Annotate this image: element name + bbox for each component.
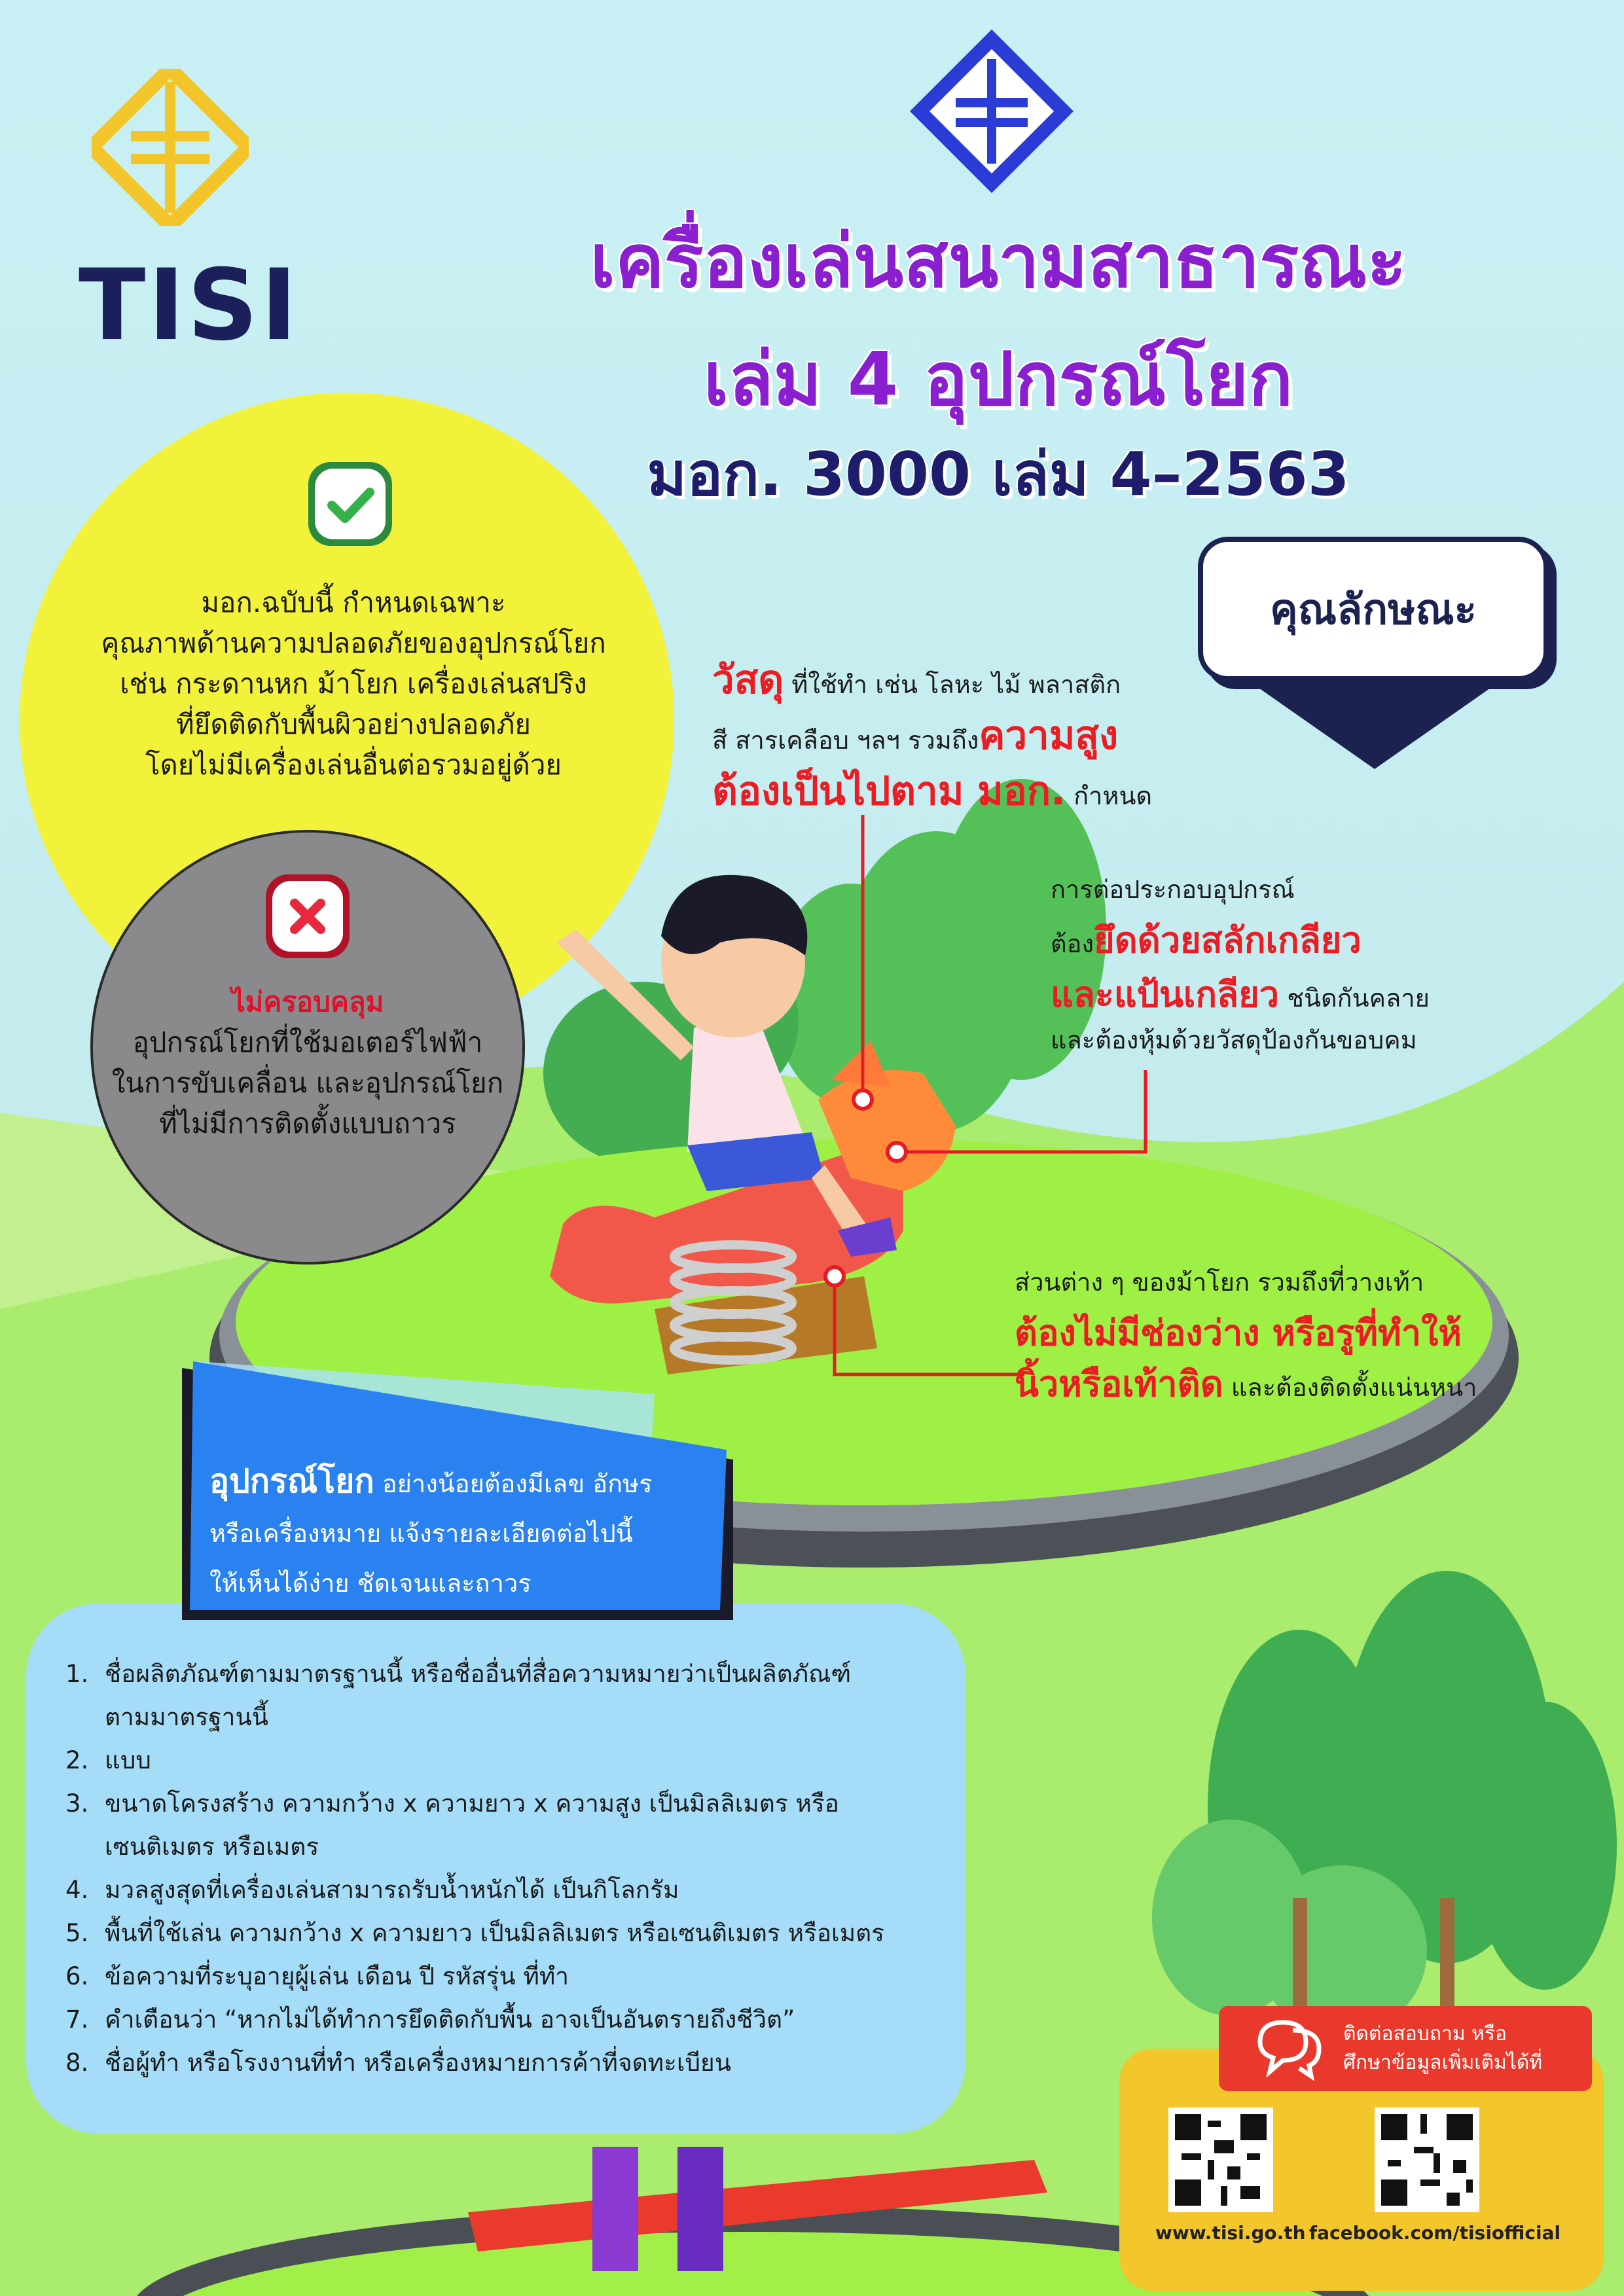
- marking-text: อย่างน้อยต้องมีเลข อักษร: [374, 1469, 653, 1498]
- scope-line: ที่ยึดติดกับพื้นผิวอย่างปลอดภัย: [176, 708, 531, 740]
- callout-assembly: [1051, 864, 1430, 1056]
- list-item: [65, 1869, 956, 1912]
- list-text: คำเตือนว่า “หากไม่ได้ทำการยึดติดกับพื้น อาจเป็นอันตรายถึงชีวิต”: [105, 2005, 795, 2034]
- tisi-logo-text: TISI: [79, 249, 300, 363]
- callout-highlight: ยึดด้วยสลักเกลียว: [1094, 920, 1362, 961]
- list-text: เซนติเมตร หรือเมตร: [105, 1833, 319, 1861]
- marking-text: หรือเครื่องหมาย แจ้งรายละเอียดต่อไปนี้: [209, 1519, 633, 1548]
- tisi-blue-emblem-icon: [910, 29, 1074, 193]
- not-covered-line: ที่ไม่มีการติดตั้งแบบถาวร: [159, 1107, 456, 1139]
- list-text: ชื่อผู้ทำ หรือโรงงานที่ทำ หรือเครื่องหมายการค้าที่จดทะเบียน: [105, 2049, 732, 2077]
- marking-highlight: อุปกรณ์โยก: [209, 1462, 374, 1500]
- qr-code-facebook-icon[interactable]: [1375, 2108, 1479, 2212]
- list-text: พื้นที่ใช้เล่น ความกว้าง x ความยาว เป็นมิลลิเมตร หรือเซนติเมตร หรือเมตร: [105, 1919, 884, 1947]
- list-item: [65, 1955, 956, 1998]
- callout-highlight: และแป้นเกลียว: [1051, 974, 1280, 1015]
- list-number: 6.: [65, 1962, 89, 1990]
- callout-text: ที่ใช้ทำ เช่น โลหะ ไม้ พลาสติก: [784, 670, 1121, 699]
- list-item: [65, 1653, 956, 1696]
- scope-line: คุณภาพด้านความปลอดภัยของอุปกรณ์โยก: [101, 627, 606, 659]
- check-icon: [304, 458, 396, 550]
- contact-line: ติดต่อสอบถาม หรือ: [1343, 2022, 1507, 2045]
- list-text: ข้อความที่ระบุอายุผู้เล่น เดือน ปี รหัสรุ่น ที่ทำ: [105, 1962, 569, 1990]
- feature-label: คุณลักษณะ: [1269, 585, 1477, 634]
- scope-description: [79, 583, 628, 785]
- callout-text: ชนิดกันคลาย: [1279, 984, 1430, 1013]
- page-subtitle: เล่ม 4 อุปกรณ์โยก: [703, 337, 1293, 422]
- list-item: [65, 1998, 956, 2041]
- list-text: ตามมาตรฐานนี้: [105, 1703, 269, 1731]
- callout-text: และต้องหุ้มด้วยวัสดุป้องกันขอบคม: [1051, 1026, 1417, 1054]
- list-number: 8.: [65, 2049, 89, 2077]
- chat-bubble-icon: [1254, 2016, 1326, 2081]
- callout-text: และต้องติดตั้งแน่นหนา: [1223, 1373, 1477, 1402]
- callout-highlight: วัสดุ: [712, 657, 784, 703]
- callout-highlight: ต้องไม่มีช่องว่าง หรือรูที่ทำให้: [1015, 1312, 1462, 1354]
- marking-text: ให้เห็นได้ง่าย ชัดเจนและถาวร: [209, 1569, 532, 1598]
- page-title: เครื่องเล่นสนามสาธารณะ: [590, 219, 1407, 304]
- requirements-list: [65, 1653, 956, 2085]
- list-text: แบบ: [105, 1746, 151, 1774]
- not-covered-heading: ไม่ครอบคลุม: [231, 986, 384, 1018]
- qr-code-website-icon[interactable]: [1168, 2108, 1273, 2212]
- cross-icon: [262, 870, 353, 962]
- callout-text: การต่อประกอบอุปกรณ์: [1051, 875, 1295, 904]
- not-covered-description: [105, 982, 511, 1144]
- tisi-gold-logo-icon: [92, 69, 249, 226]
- list-number: 4.: [65, 1876, 89, 1904]
- list-number: 3.: [65, 1789, 89, 1818]
- facebook-link[interactable]: facebook.com/tisiofficial: [1309, 2222, 1561, 2244]
- list-text: ชื่อผลิตภัณฑ์ตามมาตรฐานนี้ หรือชื่ออื่นที่สื่อความหมายว่าเป็นผลิตภัณฑ์: [105, 1660, 852, 1688]
- standard-number: มอก. 3000 เล่ม 4–2563: [647, 439, 1350, 509]
- callout-materials: [712, 655, 1152, 821]
- list-item: [65, 1782, 956, 1825]
- callout-text: สี สารเคลือบ ฯลฯ รวมถึง: [712, 726, 979, 755]
- list-item: [65, 1825, 956, 1869]
- callout-text: ต้อง: [1051, 929, 1094, 958]
- callout-text: ส่วนต่าง ๆ ของม้าโยก รวมถึงที่วางเท้า: [1015, 1268, 1424, 1297]
- list-item: [65, 1696, 956, 1739]
- list-number: 5.: [65, 1919, 89, 1947]
- contact-line: ศึกษาข้อมูลเพิ่มเติมได้ที่: [1343, 2051, 1543, 2074]
- marking-requirement: [209, 1456, 733, 1608]
- scope-line: เช่น กระดานหก ม้าโยก เครื่องเล่นสปริง: [120, 668, 587, 700]
- list-item: [65, 2041, 956, 2085]
- callout-parts: [1015, 1257, 1477, 1413]
- callout-highlight: ความสูง: [979, 713, 1119, 759]
- list-number: 1.: [65, 1660, 89, 1688]
- list-text: มวลสูงสุดที่เครื่องเล่นสามารถรับน้ำหนักได้ เป็นกิโลกรัม: [105, 1876, 679, 1904]
- list-number: 2.: [65, 1746, 89, 1774]
- list-item: [65, 1739, 956, 1782]
- not-covered-line: อุปกรณ์โยกที่ใช้มอเตอร์ไฟฟ้า: [132, 1026, 483, 1058]
- feature-label-box: [1198, 537, 1549, 681]
- website-link[interactable]: www.tisi.go.th: [1155, 2222, 1306, 2244]
- list-item: [65, 1912, 956, 1955]
- callout-text: กำหนด: [1065, 781, 1153, 810]
- callout-highlight: ต้องเป็นไปตาม มอก.: [712, 768, 1066, 814]
- callout-highlight: นิ้วหรือเท้าติด: [1015, 1363, 1223, 1405]
- scope-line: มอก.ฉบับนี้ กำหนดเฉพาะ: [201, 586, 506, 619]
- list-number: 7.: [65, 2005, 89, 2034]
- not-covered-line: ในการขับเคลื่อน และอุปกรณ์โยก: [111, 1067, 504, 1099]
- down-arrow-icon: [1244, 677, 1506, 769]
- list-text: ขนาดโครงสร้าง ความกว้าง x ความยาว x ความสูง เป็นมิลลิเมตร หรือ: [105, 1789, 839, 1818]
- scope-line: โดยไม่มีเครื่องเล่นอื่นต่อรวมอยู่ด้วย: [145, 749, 562, 781]
